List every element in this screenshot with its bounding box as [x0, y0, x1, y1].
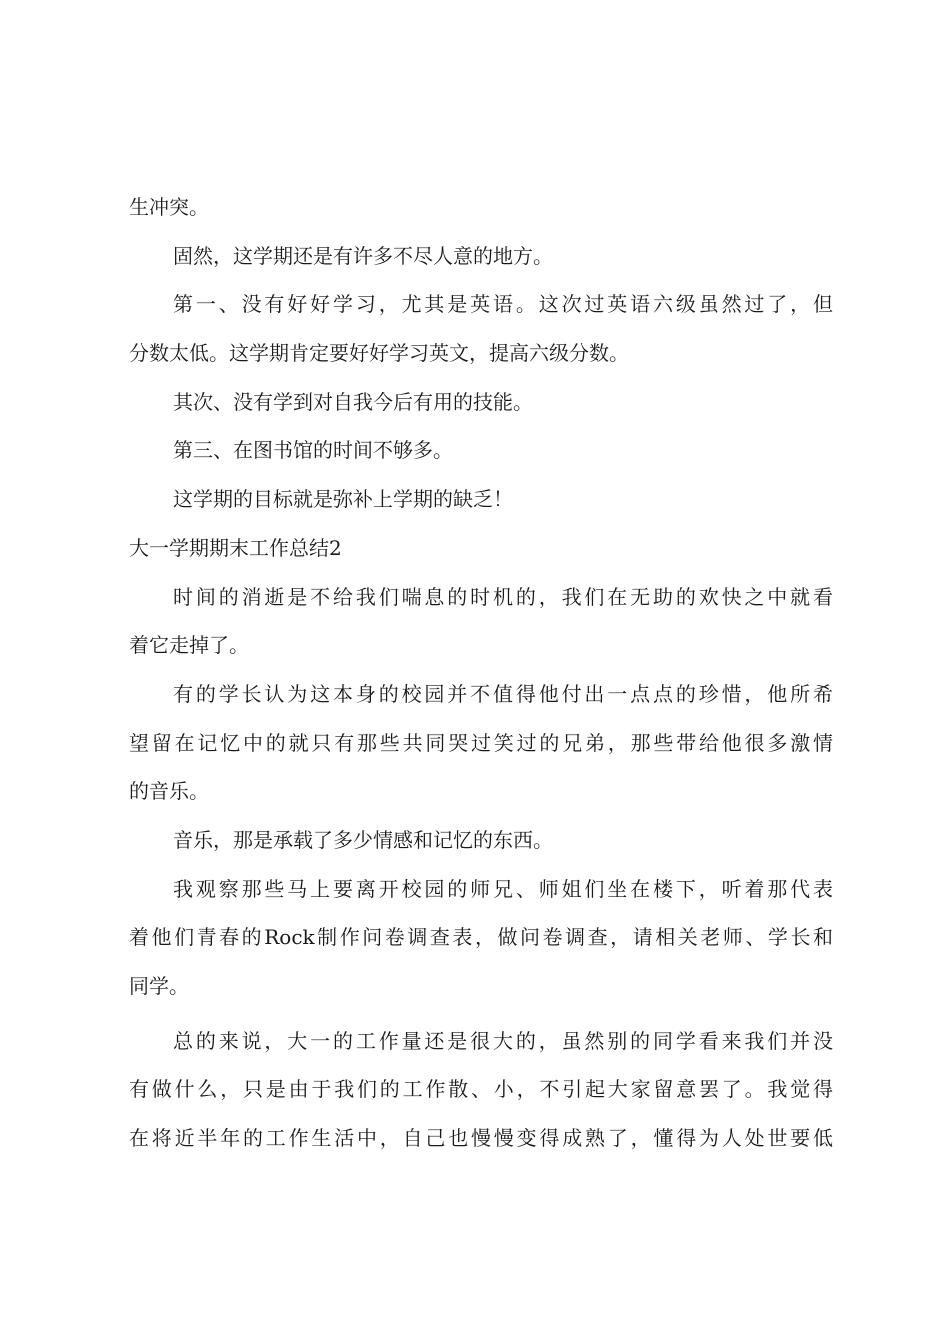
text-line: 分数太低。这学期肯定要好好学习英文，提高六级分数。	[129, 341, 629, 366]
text-line: 总的来说，大一的工作量还是很大的，虽然别的同学看来我们并没	[173, 1028, 833, 1053]
text-line: 时间的消逝是不给我们喘息的时机的，我们在无助的欢快之中就看	[173, 584, 833, 609]
text-line: 音乐，那是承载了多少情感和记忆的东西。	[173, 827, 553, 852]
document-body	[129, 183, 833, 1163]
text-line: 在将近半年的工作生活中，自己也慢慢变得成熟了，懂得为人处世要低	[129, 1126, 833, 1151]
text-line: 有的学长认为这本身的校园并不值得他付出一点点的珍惜，他所希	[173, 681, 833, 706]
text-line: 着他们青春的Rock制作问卷调查表，做问卷调查，请相关老师、学长和	[129, 925, 833, 950]
text-line: 着它走掉了。	[129, 633, 249, 658]
text-line: 其次、没有学到对自我今后有用的技能。	[173, 389, 533, 414]
text-line: 固然，这学期还是有许多不尽人意的地方。	[173, 243, 553, 268]
text-line: 我观察那些马上要离开校园的师兄、师姐们坐在楼下，听着那代表	[173, 876, 833, 901]
section-heading: 大一学期期末工作总结2	[129, 535, 342, 560]
text-line: 第一、没有好好学习，尤其是英语。这次过英语六级虽然过了，但	[173, 292, 833, 317]
text-line: 同学。	[129, 974, 189, 998]
text-line: 有做什么，只是由于我们的工作散、小，不引起大家留意罢了。我觉得	[129, 1077, 833, 1102]
text-line: 望留在记忆中的就只有那些共同哭过笑过的兄弟，那些带给他很多激情	[129, 730, 833, 755]
text-line: 生冲突。	[129, 195, 209, 219]
text-line: 第三、在图书馆的时间不够多。	[173, 438, 453, 463]
text-line: 的音乐。	[129, 779, 209, 804]
text-line: 这学期的目标就是弥补上学期的缺乏！	[173, 487, 513, 512]
